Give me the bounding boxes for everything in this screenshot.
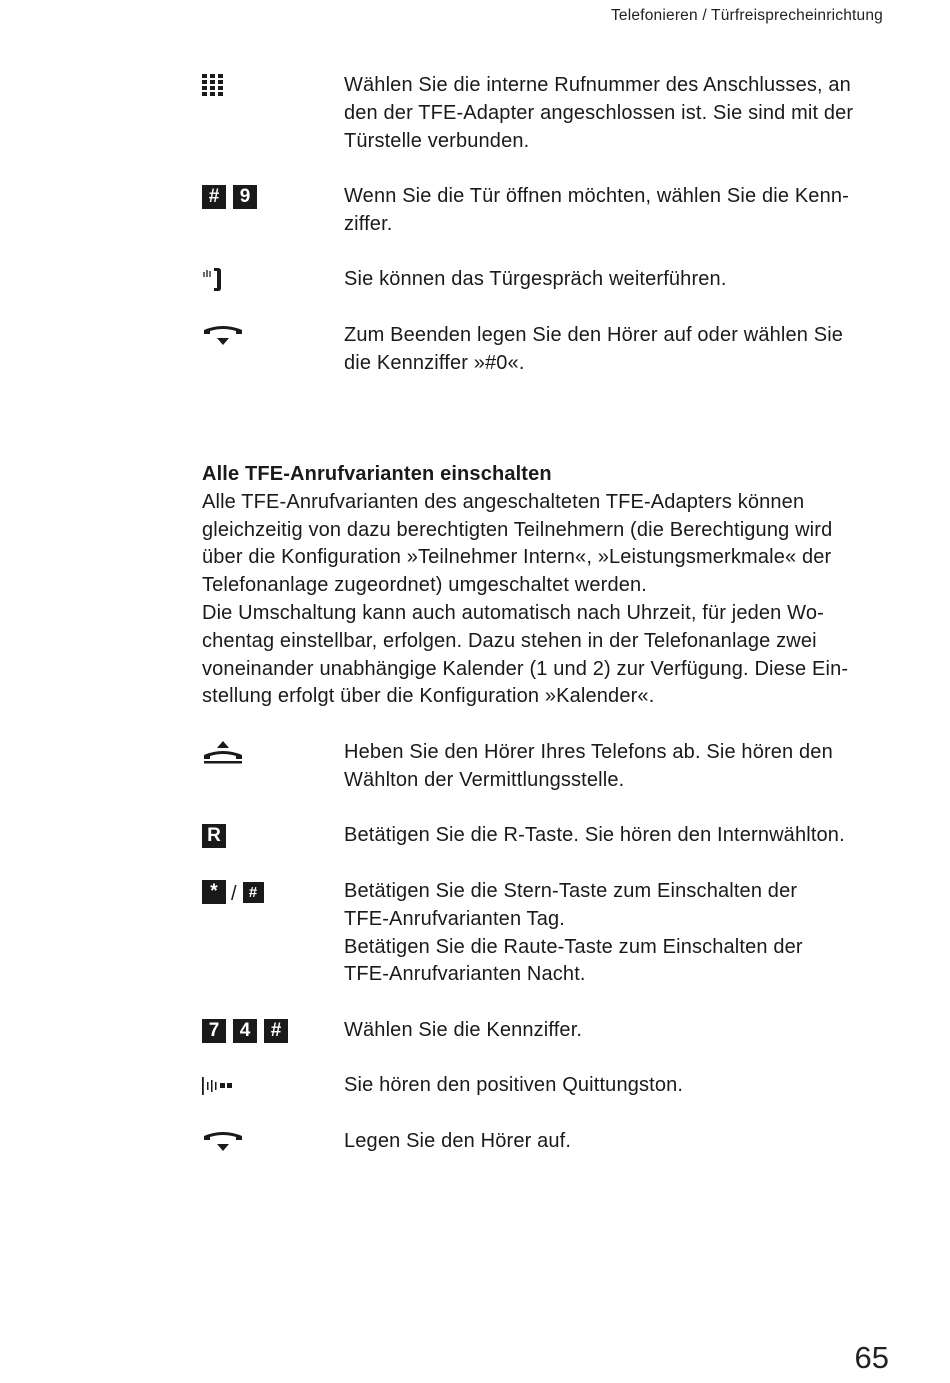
section-tfe-anrufvarianten — [202, 461, 892, 711]
hash-key: # — [243, 882, 264, 903]
key-sequence — [202, 822, 233, 850]
section-paragraph: Alle TFE-Anrufvarianten des angeschalteten TFE-Adapters können gleichzeitig von dazu berechtigten Teilnehmern (die Berechtigung wird über die Konfiguration »Teilnehmer Intern«, »Leistungsmerkmale« der Telefonanlage zugeordnet) umgeschaltet werden. Die Umschaltung kann auch automatisch nach Uhrzeit, für jeden Wo- chentag einstellbar, erfolgen. Dazu stehen in der Telefonanlage zwei voneinander unabhängige Kalender (1 und 2) zur Verfügung. Diese Ein- stellung erfolgt über die Konfiguration »Kalender«. — [202, 490, 849, 708]
seven-key: 7 — [202, 1019, 226, 1043]
keypad-icon — [202, 72, 224, 100]
step-text: Sie hören den positiven Quittungston. — [344, 1074, 684, 1096]
nine-key: 9 — [233, 185, 257, 209]
hang-up-icon — [202, 322, 244, 350]
handset-talking-icon — [202, 266, 224, 294]
confirmation-tone-icon — [202, 1072, 234, 1100]
step-text: Wenn Sie die Tür öffnen möchten, wählen Sie die Kenn- ziffer. — [344, 185, 849, 235]
step-text: Zum Beenden legen Sie den Hörer auf oder wählen Sie die Kennziffer »#0«. — [344, 324, 844, 374]
key-separator: / — [231, 882, 237, 905]
step-text: Wählen Sie die Kennziffer. — [344, 1019, 583, 1041]
step-text: Sie können das Türgespräch weiterführen. — [344, 268, 727, 290]
hash-key: # — [202, 185, 226, 209]
key-sequence — [202, 1017, 295, 1045]
hash-key: # — [264, 1019, 288, 1043]
hang-up-icon — [202, 1128, 244, 1156]
pick-up-icon — [202, 739, 244, 767]
key-sequence — [202, 878, 271, 906]
page-number: 65 — [854, 1340, 889, 1375]
step-text: Betätigen Sie die R-Taste. Sie hören den Internwählton. — [344, 824, 845, 846]
step-text: Heben Sie den Hörer Ihres Telefons ab. Sie hören den Wählton der Vermittlungsstelle. — [344, 741, 833, 791]
section-title: Alle TFE-Anrufvarianten einschalten — [202, 463, 552, 485]
step-text: Legen Sie den Hörer auf. — [344, 1130, 572, 1152]
key-sequence — [202, 183, 264, 211]
running-header: Telefonieren / Türfreisprecheinrichtung — [610, 7, 883, 24]
r-key: R — [202, 824, 226, 848]
step-text: Wählen Sie die interne Rufnummer des Anschlusses, an den der TFE-Adapter angeschlossen ist. Sie sind mit der Türstelle verbunden. — [344, 74, 854, 152]
star-key: * — [202, 880, 226, 904]
four-key: 4 — [233, 1019, 257, 1043]
step-text: Betätigen Sie die Stern-Taste zum Einschalten der TFE-Anrufvarianten Tag. Betätigen Sie die Raute-Taste zum Einschalten der TFE-Anrufvarianten Nacht. — [344, 880, 803, 986]
